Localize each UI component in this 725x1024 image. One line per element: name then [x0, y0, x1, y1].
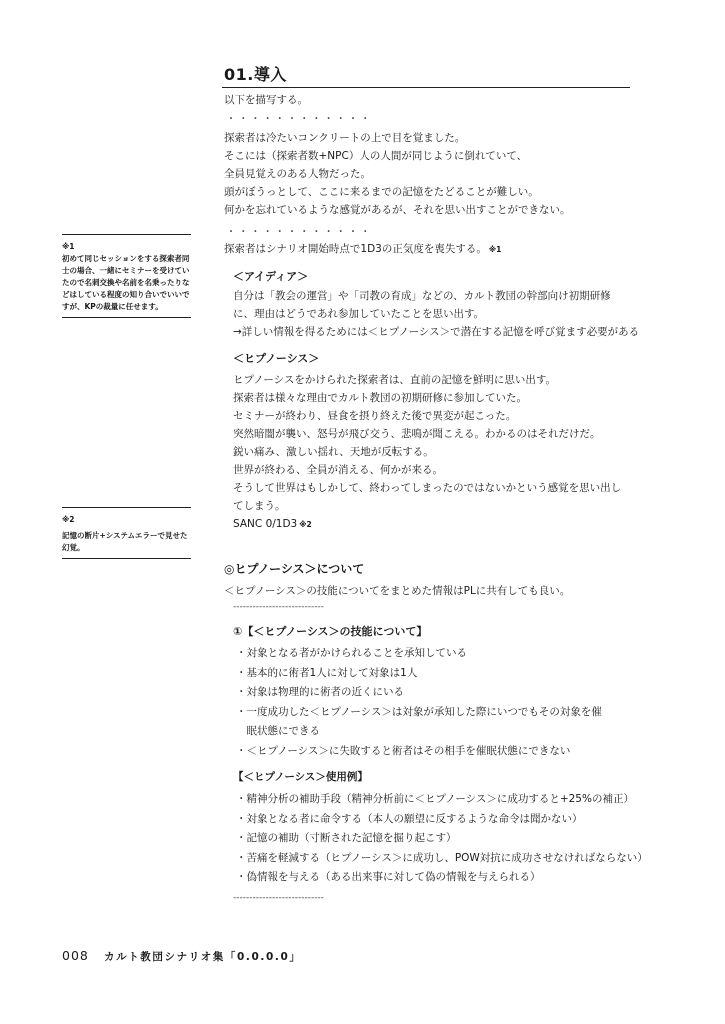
example-item: ・記憶の補助（寸断された記憶を掘り起こす） [236, 832, 457, 844]
example-item: ・対象となる者に命令する（本人の願望に反するような命令は聞かない） [236, 812, 583, 825]
hypnosis-line: てしまう。 [233, 500, 286, 512]
example-item: ・偽情報を与える（ある出来事に対して偽の情報を与えられる） [236, 871, 541, 883]
sanc-text: SANC 0/1D3 [233, 518, 298, 530]
narration-line: そこには（探索者数+NPC）人の人間が同じように倒れていて、 [224, 150, 528, 162]
title-divider [222, 87, 630, 88]
footnote-ref-2: ※2 [299, 520, 312, 529]
side-note-text: 初めて同じセッションをする探索者同士の場合、一緒にセミナーを受けていたので名刺交換や名前を名乗ったりなどはしている程度の知り合いでいいですが、KPの裁量に任せます。 [62, 254, 190, 311]
skill-item: ・対象となる者がかけられることを承知している [236, 647, 467, 659]
skill-item: ・基本的に術者1人に対して対象は1人 [236, 666, 418, 679]
dash-separator-bottom: ---------------------------- [233, 893, 324, 903]
about-hypnosis-heading: ◎ヒプノーシス＞について [224, 562, 365, 576]
sanity-loss-line [224, 240, 501, 259]
footnote-ref-1: ※1 [488, 245, 502, 254]
side-note-2 [62, 507, 191, 559]
hypnosis-block [233, 371, 621, 534]
skill-item: 眠状態にできる [236, 725, 320, 737]
skill-item: ・対象は物理的に術者の近くにいる [236, 686, 404, 698]
examples-heading: 【＜ヒプノーシス＞使用例】 [233, 771, 368, 783]
examples-list [236, 790, 648, 888]
dot-separator-bottom: ・・・・・・・・・・・・ [226, 227, 373, 238]
page-title: 01.導入 [224, 65, 287, 84]
hypnosis-line: そうして世界はもしかして、終わってしまったのではないかという感覚を思い出し [233, 482, 622, 494]
hypnosis-line: ヒプノーシスをかけられた探索者は、直前の記憶を鮮明に思い出す。 [233, 374, 556, 386]
sanity-loss-text: 探索者はシナリオ開始時点で1D3の正気度を喪失する。 [224, 243, 487, 255]
narration-line: 何かを忘れているような感覚があるが、それを思い出すことができない。 [224, 204, 571, 216]
side-note-1 [62, 234, 191, 318]
sanc-line [233, 515, 621, 534]
dot-separator-top: ・・・・・・・・・・・・ [226, 114, 373, 125]
hypnosis-heading: ＜ヒプノーシス＞ [233, 352, 320, 365]
book-title: カルト教団シナリオ集「0.0.0.0」 [104, 951, 302, 963]
page-number: 008 [62, 948, 89, 963]
dash-separator-top: ---------------------------- [233, 602, 324, 612]
skill-item: ・＜ヒプノーシス＞に失敗すると術者はその相手を催眠状態にできない [236, 744, 571, 757]
skill-item: ・一度成功した＜ヒプノーシス＞は対象が承知した際にいつでもその対象を催 [236, 705, 602, 718]
side-note-text: 記憶の断片+システムエラーで見せた幻覚。 [62, 531, 188, 552]
hypnosis-line: 世界が終わる、全員が消える、何かが来る。 [233, 464, 443, 476]
intro-text: 以下を描写する。 [224, 94, 308, 106]
hypnosis-line: セミナーが終わり、昼食を摂り終えた後で異変が起こった。 [233, 410, 517, 422]
side-note-mark: ※2 [62, 515, 75, 524]
idea-heading: ＜アイディア＞ [233, 270, 309, 283]
hypnosis-line: 探索者は様々な理由でカルト教団の初期研修に参加していた。 [233, 392, 527, 404]
idea-line: に、理由はどうであれ参加していたことを思い出す。 [233, 308, 485, 320]
skill-list [236, 644, 602, 761]
about-hypnosis-intro: ＜ヒプノーシス＞の技能についてをまとめた情報はPLに共有しても良い。 [224, 585, 571, 597]
narration-block [224, 129, 571, 219]
example-item: ・苦痛を軽減する（ヒプノーシス＞に成功し、POW対抗に成功させなければならない） [236, 851, 648, 864]
narration-line: 探索者は冷たいコンクリートの上で目を覚ました。 [224, 132, 466, 144]
example-item: ・精神分析の補助手段（精神分析前に＜ヒプノーシス＞に成功すると+25%の補正） [236, 793, 634, 805]
narration-line: 全員見覚えのある人物だった。 [224, 168, 371, 180]
hypnosis-line: 突然暗闇が襲い、怒号が飛び交う、悲鳴が聞こえる。わかるのはそれだけだ。 [233, 428, 601, 440]
side-note-mark: ※1 [62, 242, 75, 251]
hypnosis-line: 鋭い痛み、激しい揺れ、天地が反転する。 [233, 446, 434, 458]
idea-line: →詳しい情報を得るためには＜ヒプノーシス＞で潜在する記憶を呼び覚ます必要がある [233, 326, 640, 338]
narration-line: 頭がぼうっとして、ここに来るまでの記憶をたどることが難しい。 [224, 186, 539, 198]
idea-block [233, 287, 639, 341]
idea-line: 自分は「教会の運営」や「司教の育成」などの、カルト教団の幹部向け初期研修 [233, 290, 611, 302]
skill-heading: ①【＜ヒプノーシス＞の技能について】 [233, 625, 428, 638]
